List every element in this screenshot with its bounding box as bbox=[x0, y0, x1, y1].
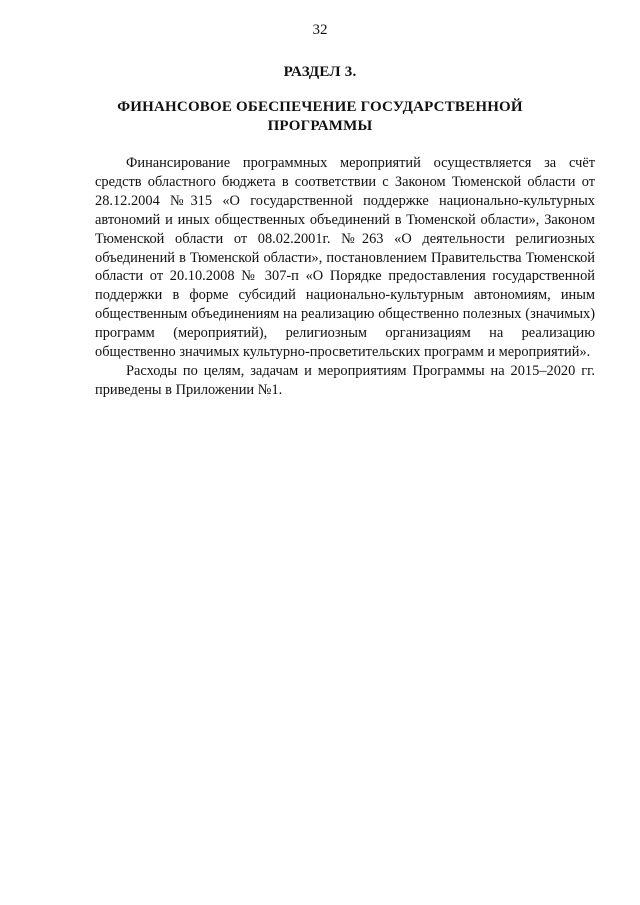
section-title-line-1: ФИНАНСОВОЕ ОБЕСПЕЧЕНИЕ ГОСУДАРСТВЕННОЙ bbox=[117, 99, 523, 115]
paragraph-expenses: Расходы по целям, задачам и мероприятиям Программы на 2015–2020 гг. приведены в Приложении №1. bbox=[95, 362, 595, 398]
section-label: РАЗДЕЛ 3. bbox=[283, 64, 357, 80]
body-text bbox=[95, 154, 595, 400]
paragraph-financing: Финансирование программных мероприятий осуществляется за счёт средств областного бюджета в соответствии с Законом Тюменской области от 28.12.2004 №315 «О государственной поддержке национально-культурных автономий и иных общественных объединений в Тюменской области», Законом Тюменской области от 08.02.2001г. №263 «О деятельности религиозных объединений в Тюменской области», постановлением Правительства Тюменской области от 20.10.2008 № 307-п «О Порядке предоставления государственной поддержки в форме субсидий национально-культурным автономиям, иным общественным объединениям на реализацию общественно полезных (значимых) программ (мероприятий), религиозным организациям на реализацию общественно значимых культурно-просветительских программ и мероприятий». bbox=[95, 155, 595, 361]
section-title bbox=[0, 98, 640, 136]
page-number: 32 bbox=[312, 22, 328, 38]
section-title-line-2: ПРОГРАММЫ bbox=[267, 118, 373, 134]
